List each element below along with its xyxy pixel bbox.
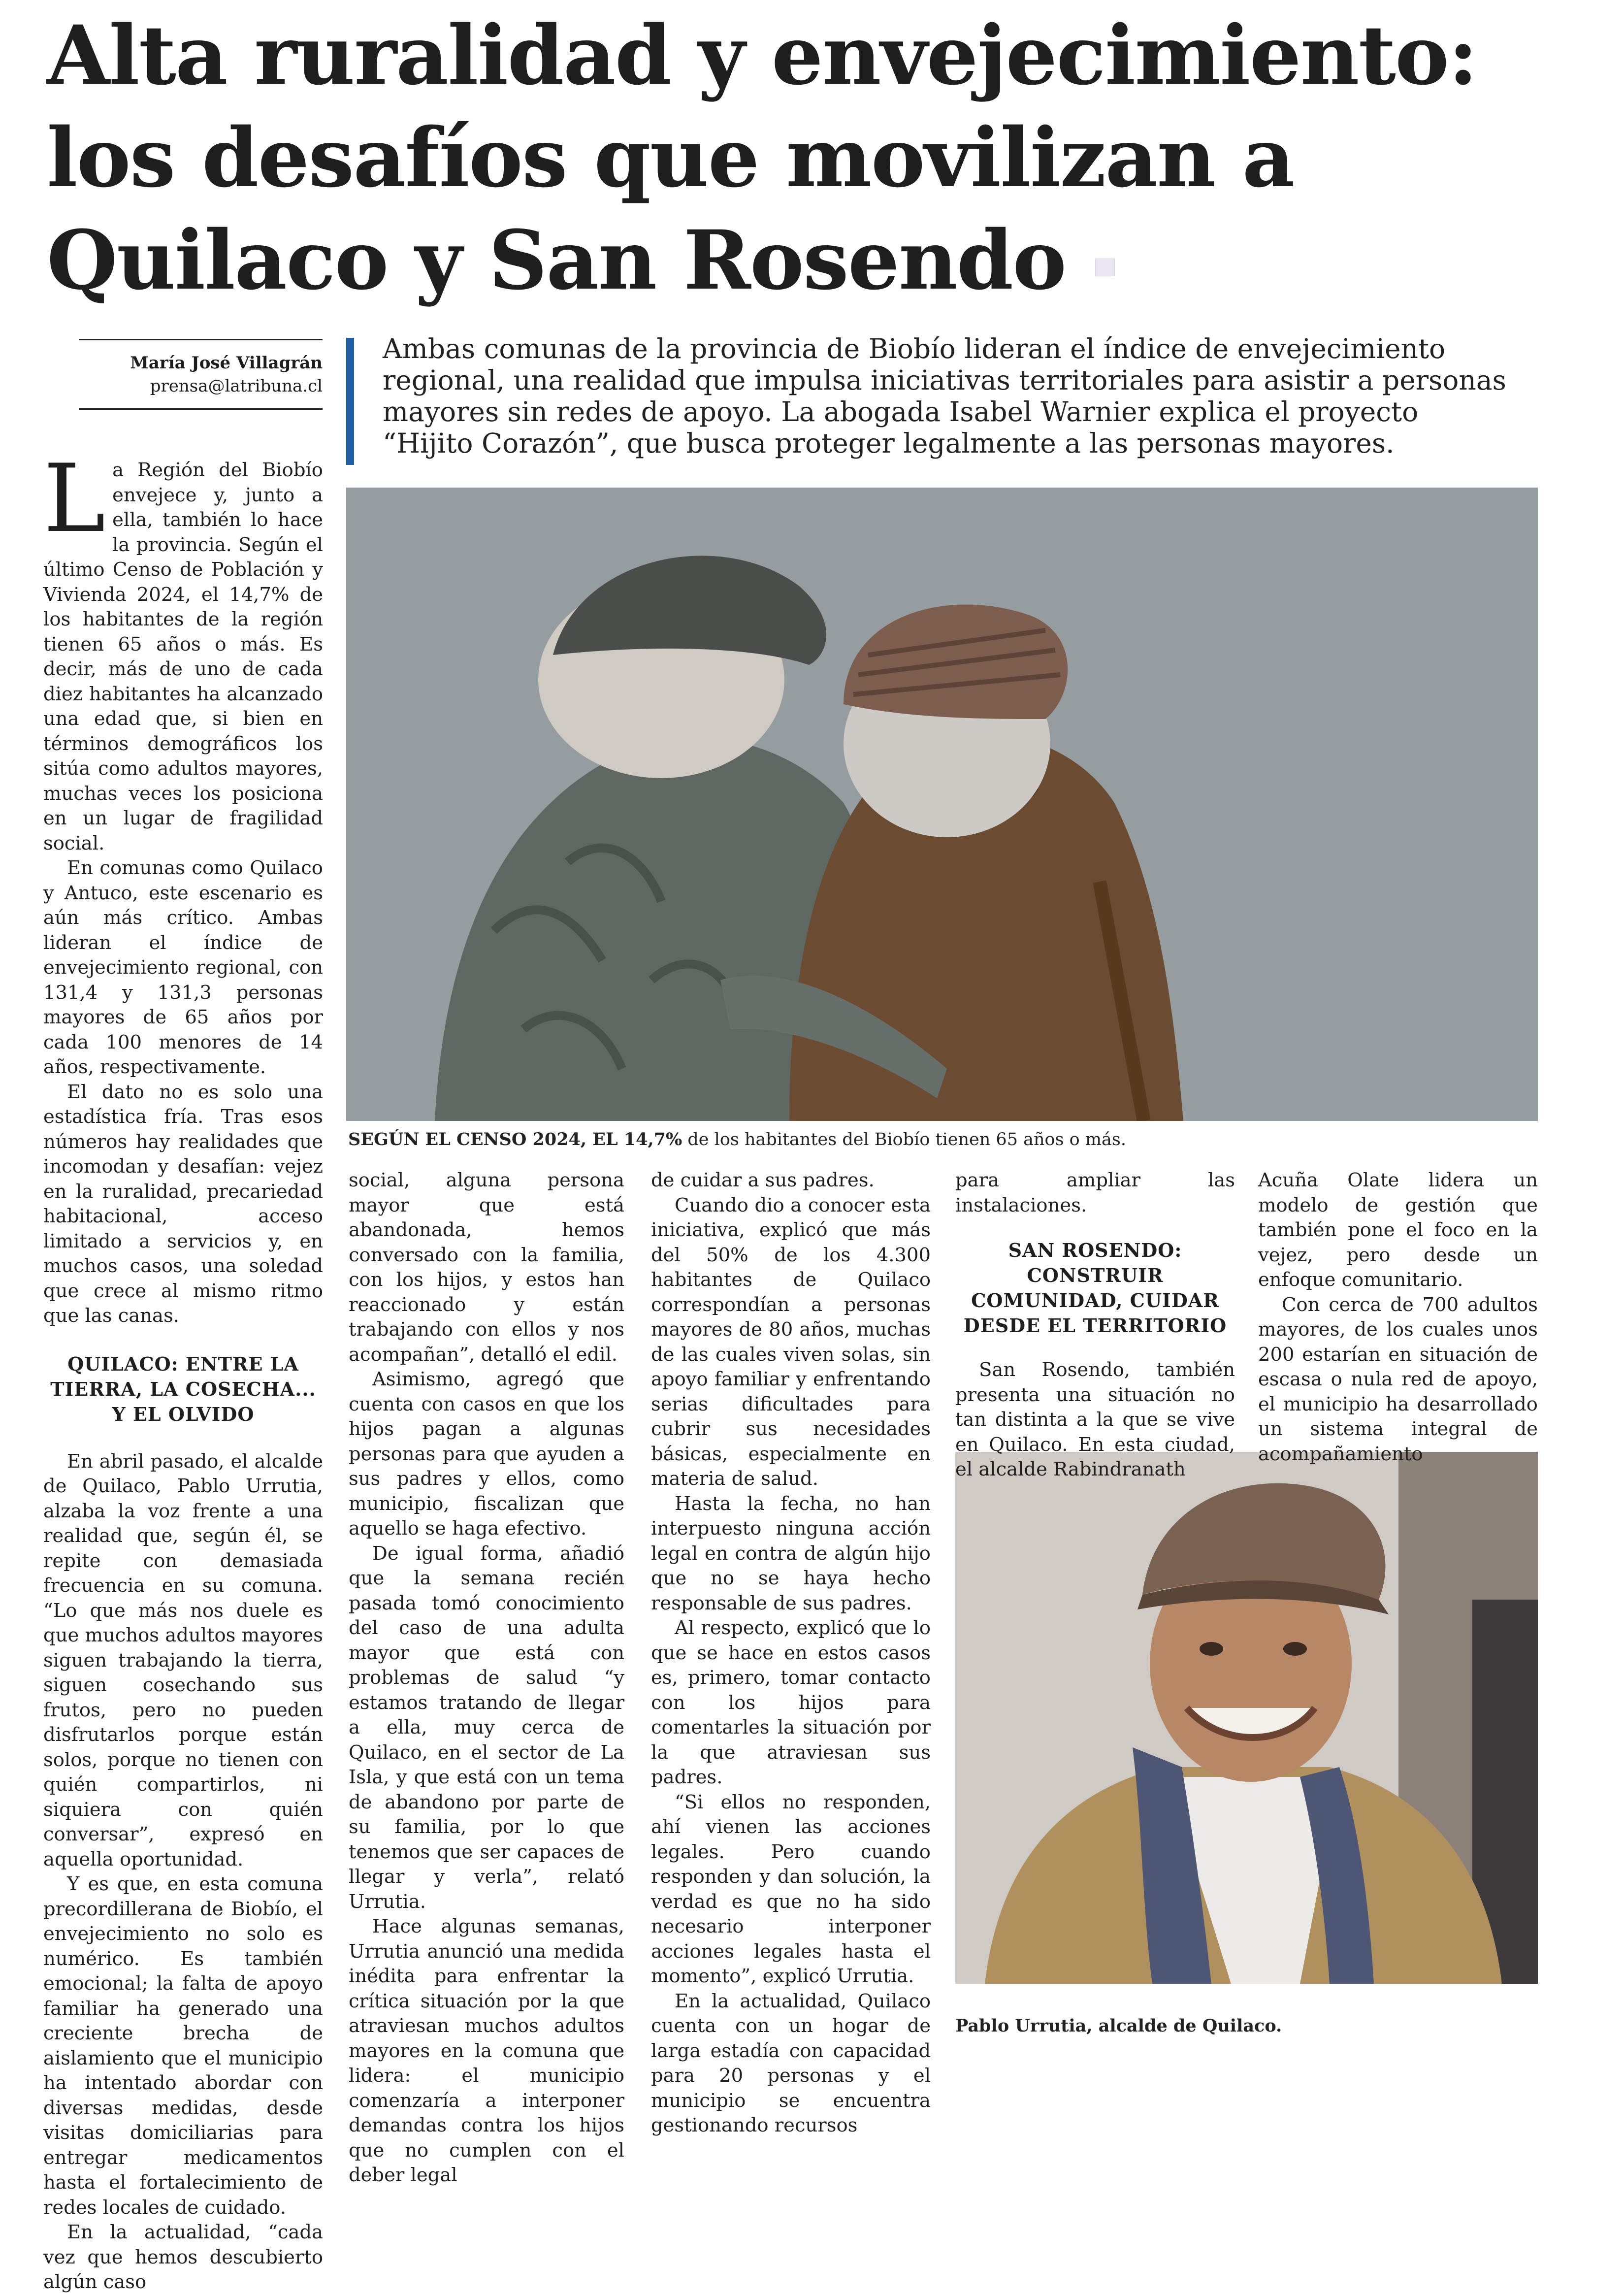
paragraph: En comunas como Quilaco y Antuco, este escenario es aún más crítico. Ambas lideran el índice de envejecimiento regional, con 131,4 y 131,3 personas mayores de 65 años por cada 100 menores de 14 años, respectivamente. [43, 857, 323, 1078]
paragraph: La Región del Biobío envejece y, junto a ella, también lo hace la provincia. Según el último Censo de Población y Vivienda 2024, el 14,7% de los habitantes de la región tienen 65 años o más. Es decir, más de uno de cada diez habitantes ha alcanzado una edad que, si bien en términos demográficos los sitúa como adultos mayores, muchas veces los posiciona en un lugar de fragilidad social. [43, 444, 323, 854]
section-subhead-quilaco: QUILACO: ENTRE LA TIERRA, LA COSECHA... Y EL OLVIDO [50, 1352, 316, 1425]
paragraph: En abril pasado, el alcalde de Quilaco, Pablo Urrutia, alzaba la voz frente a una realidad que, según él, se repite con demasiada frecuencia en su comuna. “Lo que más nos duele es que muchos adultos mayores siguen trabajando la tierra, siguen cosechando sus frutos, pero no pueden disfrutarlos porque están solos, porque no tienen con quién compartirlos, ni siquiera con quién conversar”, expresó en aquella oportunidad. [43, 1450, 323, 1870]
photo2-caption: Pablo Urrutia, alcalde de Quilaco. [955, 2016, 1282, 2036]
column-3 [651, 1168, 931, 2138]
paragraph: Hace algunas semanas, Urrutia anunció una medida inédita para enfrentar la crítica situación por la que atraviesan muchos adultos mayores en la comuna que lidera: el municipio comenzaría a interponer demandas contra los hijos que no cumplen con el deber legal [349, 1915, 624, 2186]
paragraph: En la actualidad, Quilaco cuenta con un hogar de larga estadía con capacidad para 20 personas y el municipio se encuentra gestionando recursos [651, 1990, 931, 2136]
lead-paragraph: Ambas comunas de la provincia de Biobío lideran el índice de envejecimiento regional, una realidad que impulsa iniciativas territoriales para asistir a personas mayores sin redes de apoyo. La abogada Isabel Warnier explica el proyecto “Hijito Corazón”, que busca proteger legalmente a las personas mayores. [383, 333, 1506, 459]
paragraph: De igual forma, añadió que la semana recién pasada tomó conocimiento del caso de una adulta mayor que está con problemas de salud “y estamos tratando de llegar a ella, muy cerca de Quilaco, en el sector de La Isla, y que está con un tema de abandono por parte de su familia, por lo que tenemos que ser capaces de llegar y verla”, relató Urrutia. [349, 1542, 624, 1913]
dropcap: L [43, 444, 106, 553]
paragraph: Asimismo, agregó que cuenta con casos en que los hijos pagan a algunas personas para que ayuden a sus padres y ellos, como municipio, fiscalizan que aquello se haga efectivo. [349, 1368, 624, 1540]
byline [79, 339, 323, 410]
column-5 [1258, 1168, 1538, 1467]
paragraph: En la actualidad, “cada vez que hemos descubierto algún caso [43, 2221, 323, 2293]
paragraph: Al respecto, explicó que lo que se hace en estos casos es, primero, tomar contacto con los hijos para comentarles la situación por la que atraviesan sus padres. [651, 1617, 931, 1788]
column-2 [349, 1168, 624, 2188]
paragraph: para ampliar las instalaciones. [955, 1169, 1235, 1216]
paragraph: de cuidar a sus padres. [651, 1169, 875, 1191]
column-4 [955, 1168, 1235, 1482]
paragraph: Y es que, en esta comuna precordillerana de Biobío, el envejecimiento no solo es numérico. Es también emocional; la falta de apoyo familiar ha generado una creciente brecha de aislamiento que el municipio ha intentado abordar con diversas medidas, desde visitas domiciliarias para entregar medicamentos hasta el fortalecimiento de redes locales de cuidado. [43, 1873, 323, 2219]
paragraph: Con cerca de 700 adultos mayores, de los cuales unos 200 estarían en situación de escasa o nula red de apoyo, el municipio ha desarrollado un sistema integral de acompañamiento [1258, 1293, 1538, 1465]
author-name: María José Villagrán [130, 353, 323, 373]
elderly-couple-photo [346, 488, 1538, 1121]
paragraph: El dato no es solo una estadística fría. Tras esos números hay realidades que incomodan y desafían: vejez en la ruralidad, precariedad habitacional, acceso limitado a servicios y, en muchos casos, una soledad que crece al mismo ritmo que las canas. [43, 1081, 323, 1327]
paragraph: Cuando dio a conocer esta iniciativa, explicó que más del 50% de los 4.300 habitantes de Quilaco correspondían a personas mayores de 80 años, muchas de las cuales viven solas, sin apoyo familiar y enfrentando serias dificultades para cubrir sus necesidades básicas, especialmente en materia de salud. [651, 1194, 931, 1490]
section-subhead-san-rosendo: SAN ROSENDO: CONSTRUIR COMUNIDAD, CUIDAR DESDE EL TERRITORIO [963, 1239, 1227, 1337]
paragraph: San Rosendo, también presenta una situación no tan distinta a la que se vive en Quilaco. En esta ciudad, el alcalde Rabindranath [955, 1359, 1235, 1480]
lead-accent-bar [346, 338, 354, 465]
mayor-portrait-photo [955, 1452, 1538, 1984]
paragraph: “Si ellos no responden, ahí vienen las acciones legales. Pero cuando responden y dan solución, la verdad es que no ha sido necesario interponer acciones legales hasta el momento”, explicó Urrutia. [651, 1791, 931, 1987]
paragraph: Hasta la fecha, no han interpuesto ninguna acción legal en contra de algún hijo que no se haya hecho responsable de sus padres. [651, 1492, 931, 1614]
author-email[interactable]: prensa@latribuna.cl [150, 376, 323, 396]
paragraph: social, alguna persona mayor que está abandonada, hemos conversado con la familia, con los hijos, y estos han reaccionado y están trabajando con ellos y nos acompañan”, detalló el edil. [349, 1169, 624, 1366]
column-1 [43, 444, 323, 2295]
paragraph: Acuña Olate lidera un modelo de gestión que también pone el foco en la vejez, pero desde un enfoque comunitario. [1258, 1169, 1538, 1291]
photo1-caption: SEGÚN EL CENSO 2024, EL 14,7% de los habitantes del Biobío tienen 65 años o más. [348, 1129, 1126, 1149]
anchor-marker-icon [1095, 259, 1115, 276]
headline: Alta ruralidad y envejecimiento: los desafíos que movilizan a Quilaco y San Rosendo [47, 7, 1477, 308]
